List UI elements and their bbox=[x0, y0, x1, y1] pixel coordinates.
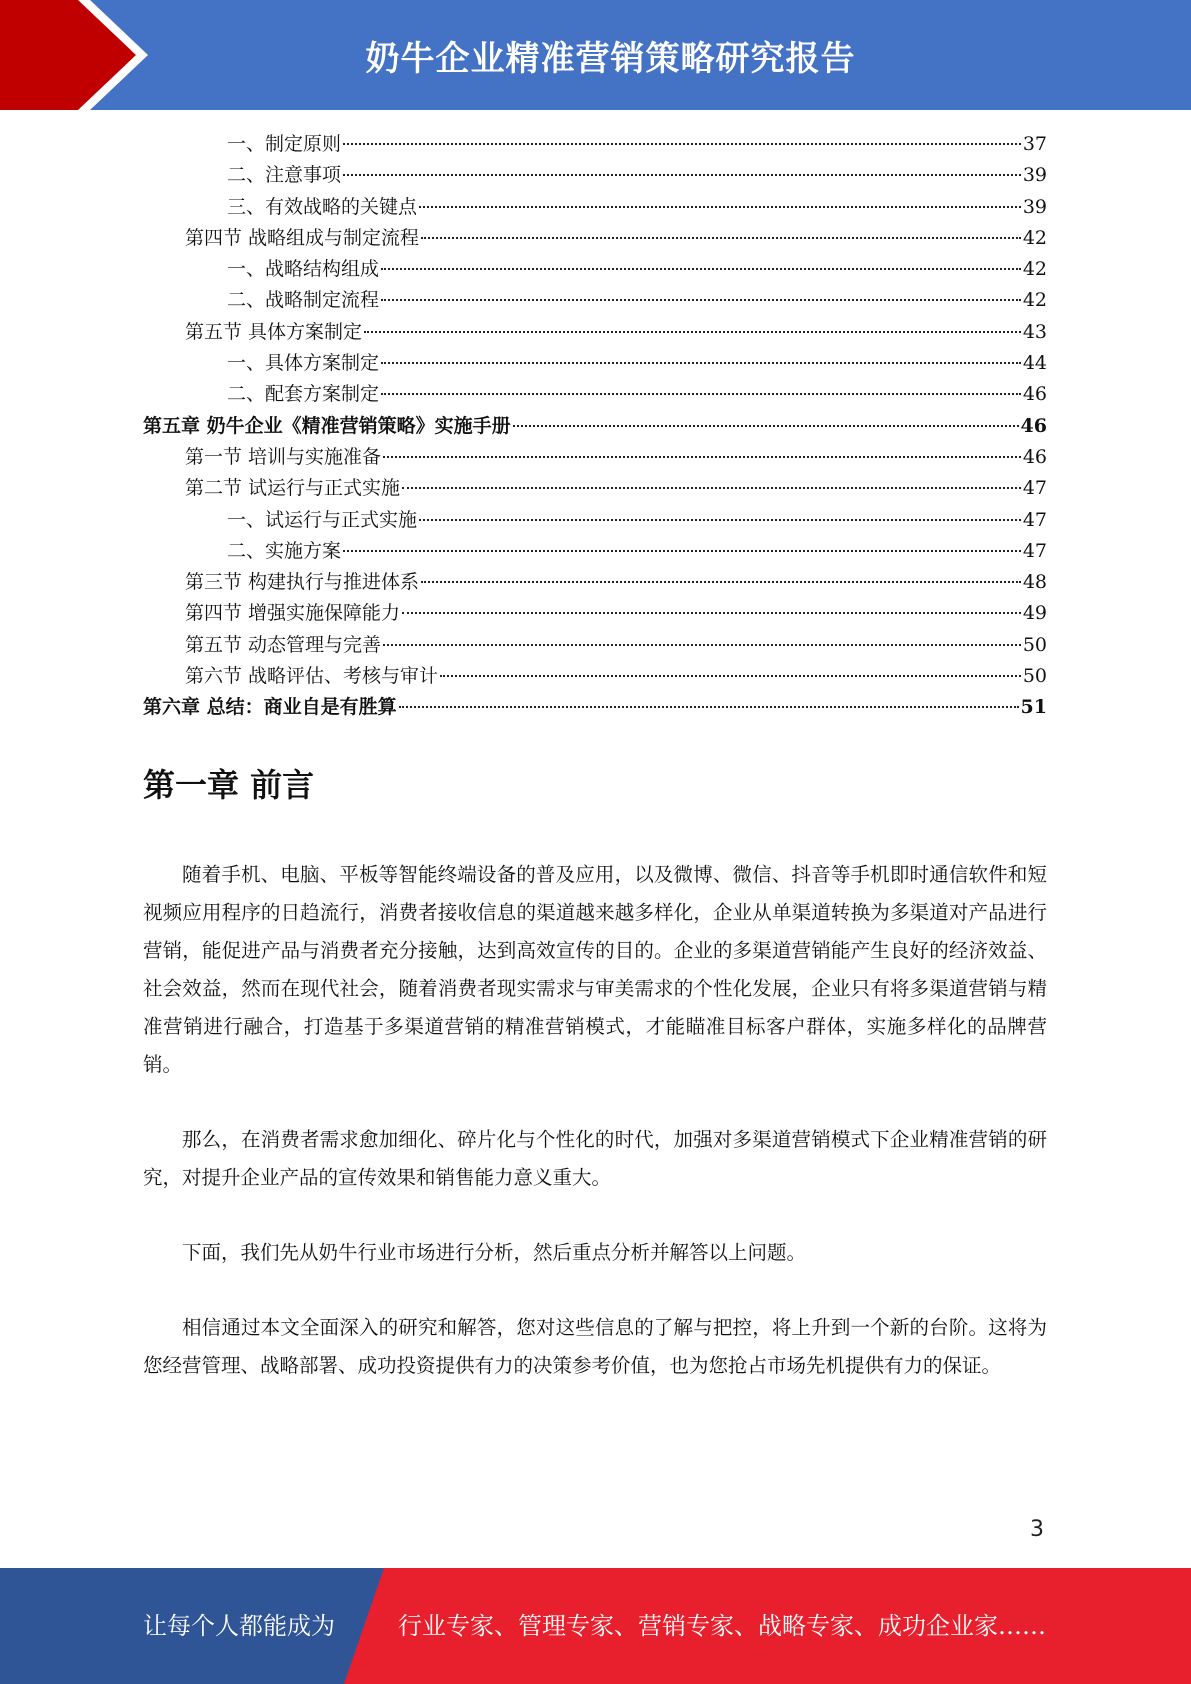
toc-entry-title: 一、制定原则 bbox=[227, 133, 342, 155]
toc-leader-dots bbox=[399, 706, 1019, 708]
page-header bbox=[0, 0, 1191, 110]
toc-entry-title: 二、注意事项 bbox=[227, 164, 342, 187]
toc-entry[interactable] bbox=[143, 661, 1047, 692]
toc-entry-page: 44 bbox=[1022, 352, 1047, 375]
table-of-contents bbox=[143, 129, 1047, 724]
toc-entry[interactable] bbox=[143, 254, 1047, 285]
toc-leader-dots bbox=[381, 362, 1021, 364]
toc-entry-title: 第五章 奶牛企业《精准营销策略》实施手册 bbox=[143, 414, 511, 437]
toc-entry[interactable] bbox=[143, 223, 1047, 254]
toc-entry-page: 39 bbox=[1022, 164, 1047, 187]
paragraph: 下面，我们先从奶牛行业市场进行分析，然后重点分析并解答以上问题。 bbox=[182, 1241, 807, 1264]
footer-slogan-left: 让每个人都能成为 bbox=[143, 1612, 335, 1640]
toc-entry[interactable] bbox=[143, 473, 1047, 504]
toc-entry[interactable] bbox=[143, 598, 1047, 629]
toc-entry[interactable] bbox=[143, 505, 1047, 536]
toc-entry-title: 第六节 战略评估、考核与审计 bbox=[185, 665, 439, 688]
paragraph: 相信通过本文全面深入的研究和解答，您对这些信息的了解与把控，将上升到一个新的台阶。这将为您经营管理、战略部署、成功投资提供有力的决策参考价值，也为您抢占市场先机提供有力的保证。 bbox=[143, 1316, 1047, 1377]
toc-entry-title: 第一节 培训与实施准备 bbox=[185, 445, 382, 468]
toc-leader-dots bbox=[383, 456, 1021, 458]
toc-entry-title: 三、有效战略的关键点 bbox=[227, 195, 418, 218]
toc-leader-dots bbox=[343, 550, 1021, 552]
toc-entry[interactable] bbox=[143, 442, 1047, 473]
toc-entry-page: 42 bbox=[1022, 226, 1047, 249]
toc-entry[interactable] bbox=[143, 379, 1047, 410]
toc-entry[interactable] bbox=[143, 536, 1047, 567]
toc-entry-page: 51 bbox=[1020, 696, 1047, 719]
toc-entry-title: 一、战略结构组成 bbox=[227, 258, 380, 281]
toc-leader-dots bbox=[513, 425, 1019, 427]
toc-entry-title: 第六章 总结：商业自是有胜算 bbox=[143, 696, 397, 719]
toc-leader-dots bbox=[364, 331, 1021, 333]
toc-entry-page: 47 bbox=[1022, 539, 1047, 562]
toc-entry-page: 50 bbox=[1022, 633, 1047, 656]
page-number: 3 bbox=[1030, 1517, 1044, 1542]
toc-leader-dots bbox=[440, 675, 1021, 677]
toc-leader-dots bbox=[381, 268, 1021, 270]
toc-entry-title: 第三节 构建执行与推进体系 bbox=[185, 571, 420, 594]
page-footer bbox=[0, 1568, 1191, 1684]
toc-entry-page: 46 bbox=[1022, 445, 1047, 468]
toc-leader-dots bbox=[419, 519, 1021, 521]
toc-entry-page: 50 bbox=[1022, 665, 1047, 688]
toc-entry[interactable] bbox=[143, 317, 1047, 348]
toc-leader-dots bbox=[402, 487, 1021, 489]
toc-leader-dots bbox=[421, 581, 1021, 583]
toc-entry-title: 一、试运行与正式实施 bbox=[227, 508, 418, 531]
chapter-body bbox=[143, 856, 1047, 1422]
toc-entry-title: 二、战略制定流程 bbox=[227, 289, 380, 312]
toc-entry-page: 48 bbox=[1022, 571, 1047, 594]
toc-entry[interactable] bbox=[143, 285, 1047, 316]
toc-entry-page: 37 bbox=[1022, 133, 1047, 155]
paragraph: 随着手机、电脑、平板等智能终端设备的普及应用，以及微博、微信、抖音等手机即时通信软件和短视频应用程序的日趋流行，消费者接收信息的渠道越来越多样化，企业从单渠道转换为多渠道对产品进行营销，能促进产品与消费者充分接触，达到高效宣传的目的。企业的多渠道营销能产生良好的经济效益、社会效益，然而在现代社会，随着消费者现实需求与审美需求的个性化发展，企业只有将多渠道营销与精准营销进行融合，打造基于多渠道营销的精准营销模式，才能瞄准目标客户群体，实施多样化的品牌营销。 bbox=[143, 863, 1047, 1076]
toc-entry[interactable] bbox=[143, 348, 1047, 379]
toc-entry-title: 第五节 动态管理与完善 bbox=[185, 633, 382, 656]
toc-entry-page: 47 bbox=[1022, 477, 1047, 500]
toc-leader-dots bbox=[381, 393, 1021, 395]
toc-leader-dots bbox=[343, 174, 1021, 176]
toc-entry[interactable] bbox=[143, 411, 1047, 442]
toc-leader-dots bbox=[383, 644, 1021, 646]
toc-entry-title: 二、实施方案 bbox=[227, 539, 342, 562]
report-title: 奶牛企业精准营销策略研究报告 bbox=[365, 38, 856, 79]
toc-entry-title: 第四节 增强实施保障能力 bbox=[185, 602, 401, 625]
toc-entry[interactable] bbox=[143, 129, 1047, 160]
toc-entry-page: 49 bbox=[1022, 602, 1047, 625]
toc-entry[interactable] bbox=[143, 567, 1047, 598]
toc-entry[interactable] bbox=[143, 630, 1047, 661]
toc-entry-page: 46 bbox=[1022, 383, 1047, 406]
paragraph: 那么，在消费者需求愈加细化、碎片化与个性化的时代，加强对多渠道营销模式下企业精准营销的研究，对提升企业产品的宣传效果和销售能力意义重大。 bbox=[143, 1128, 1047, 1189]
toc-entry-title: 一、具体方案制定 bbox=[227, 352, 380, 375]
toc-entry[interactable] bbox=[143, 160, 1047, 191]
toc-entry-page: 47 bbox=[1022, 508, 1047, 531]
toc-entry[interactable] bbox=[143, 192, 1047, 223]
toc-leader-dots bbox=[343, 143, 1021, 145]
toc-entry-title: 第五节 具体方案制定 bbox=[185, 320, 363, 343]
toc-entry-title: 第四节 战略组成与制定流程 bbox=[185, 226, 420, 249]
toc-entry-page: 42 bbox=[1022, 289, 1047, 312]
toc-entry[interactable] bbox=[143, 692, 1047, 723]
toc-entry-page: 43 bbox=[1022, 320, 1047, 343]
footer-slogan-right: 行业专家、管理专家、营销专家、战略专家、成功企业家…… bbox=[398, 1612, 1046, 1640]
toc-leader-dots bbox=[421, 237, 1021, 239]
toc-entry-page: 39 bbox=[1022, 195, 1047, 218]
toc-leader-dots bbox=[402, 612, 1021, 614]
toc-entry-title: 二、配套方案制定 bbox=[227, 383, 380, 406]
toc-entry-page: 42 bbox=[1022, 258, 1047, 281]
toc-entry-page: 46 bbox=[1020, 414, 1047, 437]
toc-leader-dots bbox=[381, 299, 1021, 301]
chapter-title: 第一章 前言 bbox=[143, 766, 315, 804]
toc-leader-dots bbox=[419, 206, 1021, 208]
toc-entry-title: 第二节 试运行与正式实施 bbox=[185, 477, 401, 500]
